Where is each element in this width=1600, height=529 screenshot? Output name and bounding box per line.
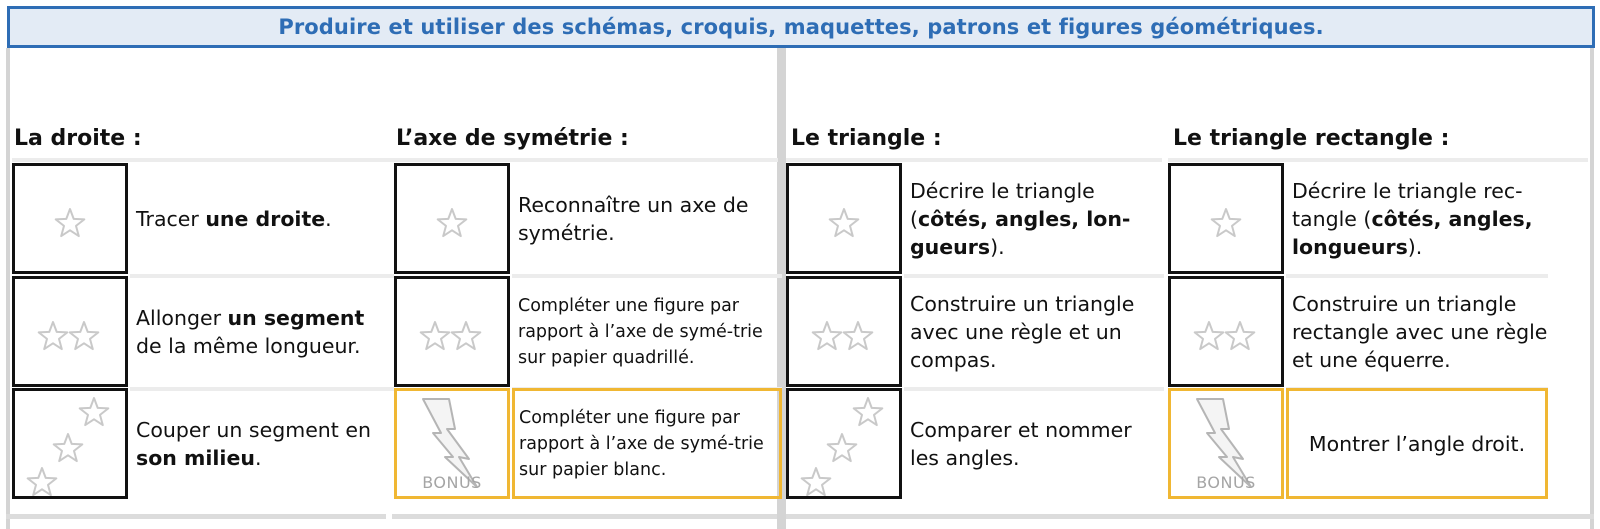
level-box-three-stars xyxy=(786,388,902,499)
skill-text-part: ). xyxy=(1407,234,1423,259)
skill-text-bold: côtés, angles, lon-gueurs xyxy=(910,206,1131,259)
level-box-one-star xyxy=(12,163,128,274)
skill-text xyxy=(136,304,394,360)
skill-description xyxy=(1286,276,1548,387)
left-border xyxy=(6,48,10,529)
star-shape-2 xyxy=(54,434,83,461)
skill-text-part: Allonger xyxy=(136,305,228,330)
skill-description xyxy=(1286,163,1548,274)
skill-text xyxy=(518,293,782,371)
bonus-label: BONUS xyxy=(1196,473,1256,492)
three-stars-icon xyxy=(15,391,125,496)
skill-row xyxy=(394,388,782,499)
skill-text xyxy=(1292,290,1548,374)
row-separator xyxy=(786,158,1162,162)
page-title: Produire et utiliser des schémas, croquis, maquettes, patrons et figures géométriques. xyxy=(278,15,1324,39)
star-icon xyxy=(15,166,125,271)
skill-text-part: Couper un segment en xyxy=(136,417,371,442)
star-shape-3 xyxy=(854,398,883,425)
skill-row xyxy=(394,276,782,387)
skill-text xyxy=(518,191,782,247)
skill-text-part: Décrire le triangle ( xyxy=(910,178,1095,231)
skill-row xyxy=(12,163,394,274)
star-shape-1 xyxy=(28,468,57,495)
skill-description xyxy=(1286,388,1548,499)
star-shape-1 xyxy=(56,209,85,236)
skill-text-part: Construire un triangle rectangle avec une règle et une équerre. xyxy=(1292,291,1548,372)
skill-row xyxy=(12,388,394,499)
star-icon xyxy=(397,166,507,271)
star-icon xyxy=(789,166,899,271)
skill-text-part: Comparer et nommer les angles. xyxy=(910,417,1132,470)
level-box-one-star xyxy=(394,163,510,274)
skill-description xyxy=(512,388,782,499)
right-border xyxy=(1590,48,1594,529)
star-shape-2 xyxy=(70,322,99,349)
skill-text xyxy=(519,405,779,483)
level-box-one-star xyxy=(1168,163,1284,274)
star-shape-1 xyxy=(830,209,859,236)
two-stars-icon xyxy=(397,279,507,384)
star-shape-1 xyxy=(1195,322,1224,349)
skill-description xyxy=(904,163,1164,274)
skill-text xyxy=(910,416,1164,472)
two-stars-icon xyxy=(1171,279,1281,384)
star-shape-1 xyxy=(802,468,831,495)
star-shape-3 xyxy=(80,398,109,425)
star-shape-1 xyxy=(39,322,68,349)
skill-text-part: de la même longueur. xyxy=(136,333,361,358)
level-box-two-stars xyxy=(1168,276,1284,387)
skill-row xyxy=(1168,388,1548,499)
row-separator xyxy=(394,158,778,162)
column-title: La droite : xyxy=(14,126,142,151)
skill-text-bold: côtés, angles, longueurs xyxy=(1292,206,1533,259)
skill-row xyxy=(786,388,1164,499)
row-separator xyxy=(1168,158,1588,162)
star-shape-2 xyxy=(844,322,873,349)
star-shape-2 xyxy=(1226,322,1255,349)
bonus-label: BONUS xyxy=(422,473,482,492)
skill-text-part: Tracer xyxy=(136,206,206,231)
skill-description xyxy=(512,163,782,274)
bottom-rule-right xyxy=(786,514,1594,519)
skill-text-part: . xyxy=(325,206,332,231)
star-icon xyxy=(1171,166,1281,271)
column-title: Le triangle rectangle : xyxy=(1173,126,1450,151)
skill-text xyxy=(136,205,332,233)
skill-text xyxy=(910,290,1164,374)
skill-row xyxy=(1168,163,1548,274)
skill-text-part: ). xyxy=(990,234,1005,259)
bottom-rule-mid xyxy=(392,514,777,519)
skill-row xyxy=(786,276,1164,387)
skill-text-part: Compléter une figure par rapport à l’axe de symé-trie sur papier quadrillé. xyxy=(518,295,763,368)
skill-description xyxy=(130,276,394,387)
level-box-two-stars xyxy=(12,276,128,387)
skill-description xyxy=(130,163,394,274)
column-title: L’axe de symétrie : xyxy=(396,126,629,151)
level-box-three-stars xyxy=(12,388,128,499)
skill-text-part: Compléter une figure par rapport à l’axe de symé-trie sur papier blanc. xyxy=(519,407,764,480)
star-shape-2 xyxy=(828,434,857,461)
column-title: Le triangle : xyxy=(791,126,942,151)
skill-text-part: . xyxy=(254,445,262,470)
skill-text-bold: son milieu xyxy=(136,445,255,470)
row-separator xyxy=(12,158,396,162)
level-box-two-stars xyxy=(786,276,902,387)
skill-row xyxy=(786,163,1164,274)
skill-text-part: Reconnaître un axe de symétrie. xyxy=(518,192,749,245)
skill-description xyxy=(512,276,782,387)
two-stars-icon xyxy=(15,279,125,384)
page-title-banner xyxy=(7,6,1595,48)
level-box-bonus xyxy=(394,388,510,499)
skill-text xyxy=(1309,430,1525,458)
star-shape-1 xyxy=(438,209,467,236)
star-shape-2 xyxy=(452,322,481,349)
level-box-bonus xyxy=(1168,388,1284,499)
skill-description xyxy=(130,388,394,499)
skill-description xyxy=(904,276,1164,387)
skill-text xyxy=(1292,177,1548,261)
skill-text-bold: un segment xyxy=(227,305,365,330)
three-stars-icon xyxy=(789,391,899,496)
star-shape-1 xyxy=(813,322,842,349)
skill-text-part: Construire un triangle avec une règle et un compas. xyxy=(910,291,1135,372)
star-shape-1 xyxy=(1212,209,1241,236)
star-shape-1 xyxy=(421,322,450,349)
skill-row xyxy=(1168,276,1548,387)
level-box-one-star xyxy=(786,163,902,274)
two-stars-icon xyxy=(789,279,899,384)
skill-text xyxy=(910,177,1164,261)
skill-text xyxy=(136,416,394,472)
skill-description xyxy=(904,388,1164,499)
skill-text-part: Décrire le triangle rec-tangle ( xyxy=(1292,178,1523,231)
bottom-rule-left xyxy=(6,514,386,519)
skill-row xyxy=(394,163,782,274)
level-box-two-stars xyxy=(394,276,510,387)
skill-row xyxy=(12,276,394,387)
skill-text-part: Montrer l’angle droit. xyxy=(1308,431,1526,456)
skill-text-bold: une droite xyxy=(205,206,326,231)
